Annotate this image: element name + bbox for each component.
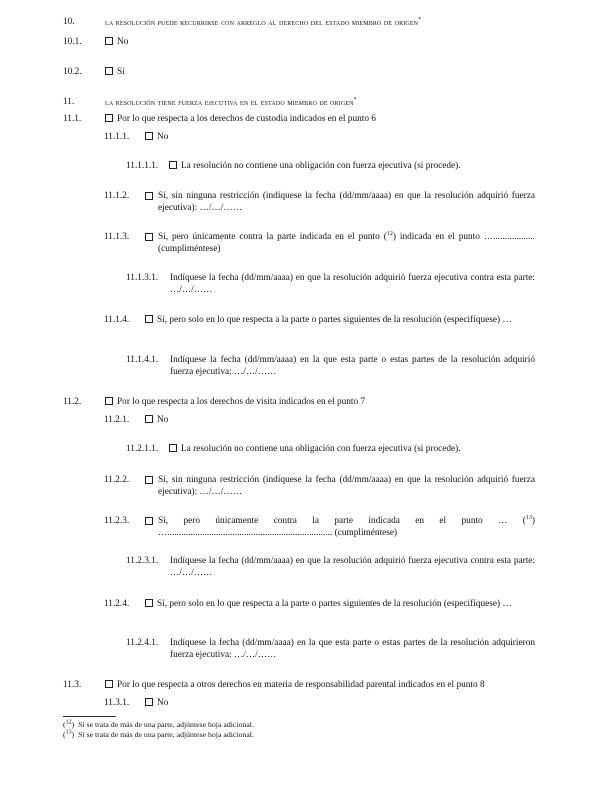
item-number: 11.1.1.1. <box>126 161 159 171</box>
section-heading: la resolución puede recurrirse con arreglo al derecho del estado miembro de origen* <box>105 17 422 27</box>
item-number: 11.1.3. <box>104 232 130 242</box>
item-number: 11.2.3. <box>104 516 130 526</box>
footnote-13: ($^{13}$) Si se trata de más de una parte, adjúntese hoja adicional. <box>63 729 254 739</box>
item-number: 10. <box>63 17 75 27</box>
item-number: 11.2. <box>63 397 82 407</box>
checkbox[interactable] <box>105 67 113 75</box>
option-label: Sí, pero únicamente contra la parte indicada en el punto … ($^{13}$) …....................................................................... (cumpliméntese) <box>158 514 535 538</box>
item-number: 11.2.2. <box>104 475 130 485</box>
checkbox[interactable] <box>145 415 153 423</box>
option-label: Por lo que respecta a los derechos de visita indicados en el punto 7 <box>117 397 366 407</box>
checkbox[interactable] <box>105 37 113 45</box>
checkbox[interactable] <box>145 599 153 607</box>
item-number: 11.1. <box>63 114 82 124</box>
item-number: 11.3. <box>63 680 82 690</box>
item-number: 10.2. <box>63 67 82 77</box>
item-number: 11.3.1. <box>104 698 130 708</box>
option-label: Sí, pero solo en lo que respecta a la parte o partes siguientes de la resolución (especifíquese) … <box>157 599 512 609</box>
option-label: Sí, pero únicamente contra la parte indicada en el punto ($^{12}$) indicada en el punto ….................. (cumpliméntese) <box>158 230 535 254</box>
option-label: Por lo que respecta a otros derechos en materia de responsabilidad parental indicados en el punto 8 <box>117 680 485 690</box>
item-number: 11.2.4.1. <box>126 638 159 648</box>
checkbox[interactable] <box>145 698 153 706</box>
option-label: Sí, pero solo en lo que respecta a la parte o partes siguientes de la resolución (especifíquese) … <box>157 315 512 325</box>
checkbox[interactable] <box>169 444 177 452</box>
checkbox[interactable] <box>105 397 113 405</box>
option-label: Sí <box>117 67 125 77</box>
option-label: Sí, sin ninguna restricción (indíquese la fecha (dd/mm/aaaa) en que la resolución adquirió fuerza ejecutiva): …/…/…… <box>158 475 535 497</box>
item-text: Indíquese la fecha (dd/mm/aaaa) en que la resolución adquirió fuerza ejecutiva contra esta parte: …/…/…… <box>170 273 535 295</box>
item-number: 11.1.1. <box>104 132 130 142</box>
checkbox[interactable] <box>105 680 113 688</box>
item-number: 11.1.4. <box>104 315 130 325</box>
option-label: No <box>157 698 169 708</box>
item-number: 11.1.2. <box>104 191 130 201</box>
footnote-divider <box>63 716 116 717</box>
checkbox[interactable] <box>145 517 153 525</box>
option-label: No <box>157 415 169 425</box>
item-text: Indíquese la fecha (dd/mm/aaaa) en la que esta parte o estas partes de la resolución adquirió fuerza ejecutiva: …/…/…… <box>170 355 535 377</box>
section-heading: la resolución tiene fuerza ejecutiva en el estado miembro de origen* <box>105 97 357 107</box>
option-label: La resolución no contiene una obligación con fuerza ejecutiva (si procede). <box>181 161 461 171</box>
item-number: 11.2.4. <box>104 599 130 609</box>
option-label: No <box>117 37 129 47</box>
option-label: No <box>157 132 169 142</box>
item-number: 11.2.1. <box>104 415 130 425</box>
checkbox[interactable] <box>145 315 153 323</box>
item-number: 11.2.3.1. <box>126 556 159 566</box>
checkbox[interactable] <box>145 192 153 200</box>
checkbox[interactable] <box>145 476 153 484</box>
option-label: La resolución no contiene una obligación con fuerza ejecutiva (si procede). <box>181 444 461 454</box>
item-text: Indíquese la fecha (dd/mm/aaaa) en que la resolución adquirió fuerza ejecutiva contra esta parte: …/…/…… <box>170 556 535 578</box>
checkbox[interactable] <box>169 161 177 169</box>
item-number: 11.1.3.1. <box>126 273 159 283</box>
item-number: 11.2.1.1. <box>126 444 159 454</box>
item-number: 11. <box>63 97 75 107</box>
footnote-12: ($^{12}$) Si se trata de más de una parte, adjúntese hoja adicional. <box>63 719 254 729</box>
checkbox[interactable] <box>145 233 153 241</box>
item-text: Indíquese la fecha (dd/mm/aaaa) en la que esta parte o estas partes de la resolución adquirieron fuerza ejecutiva: …/…/…… <box>170 638 535 660</box>
option-label: Por lo que respecta a los derechos de custodia indicados en el punto 6 <box>117 114 376 124</box>
item-number: 11.1.4.1. <box>126 355 159 365</box>
checkbox[interactable] <box>145 132 153 140</box>
option-label: Sí, sin ninguna restricción (indíquese la fecha (dd/mm/aaaa) en que la resolución adquirió fuerza ejecutiva): …/…/…… <box>158 191 535 213</box>
checkbox[interactable] <box>105 114 113 122</box>
item-number: 10.1. <box>63 37 82 47</box>
